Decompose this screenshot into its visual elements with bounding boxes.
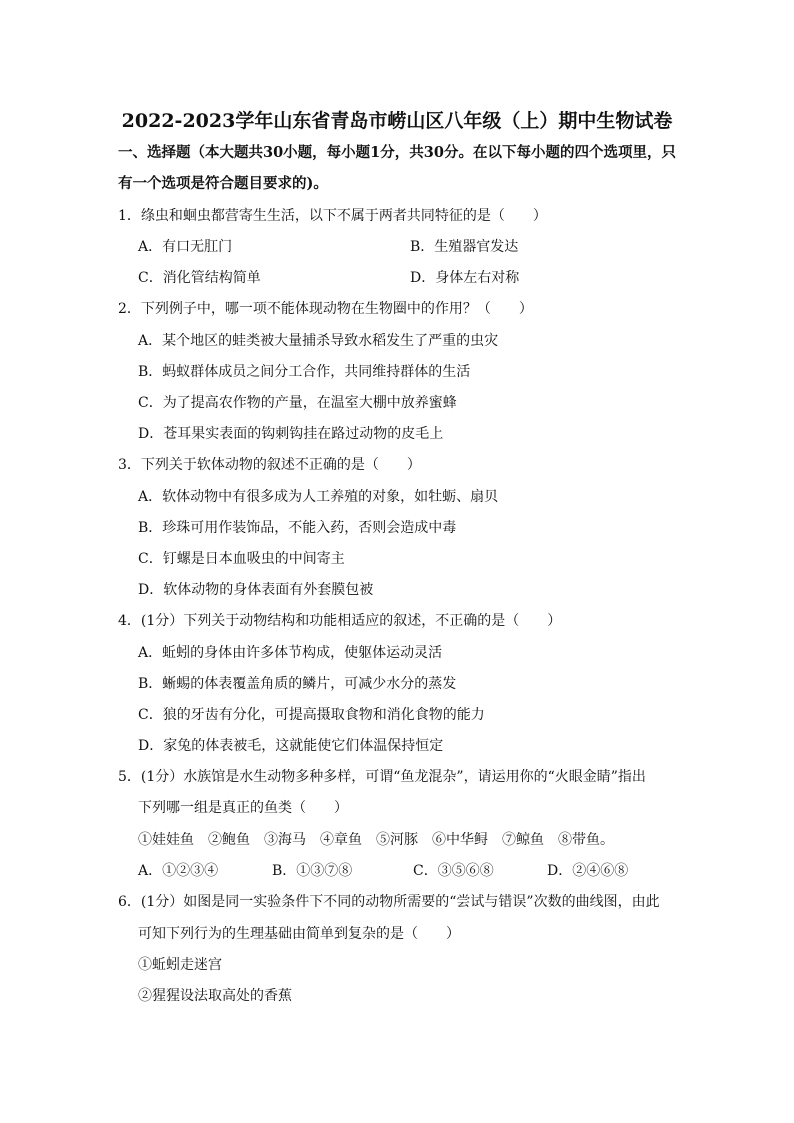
question-1-option-d: D．身体左右对称 [410, 270, 520, 286]
question-2-stem: 2．下列例子中，哪一项不能体现动物在生物圈中的作用？（ ） [118, 301, 533, 317]
question-2-option-d: D．苍耳果实表面的钩刺钩挂在路过动物的皮毛上 [138, 426, 444, 442]
question-1-option-b: B．生殖器官发达 [410, 239, 519, 255]
question-2-option-a: A．某个地区的蛙类被大量捕杀导致水稻发生了严重的虫灾 [138, 333, 499, 349]
question-4-stem: 4．(1分）下列关于动物结构和功能相适应的叙述，不正确的是（ ） [118, 613, 562, 629]
question-1-stem: 1．绦虫和蛔虫都营寄生生活，以下不属于两者共同特征的是（ ） [118, 208, 547, 224]
question-6-item-2: ②猩猩设法取高处的香蕉 [138, 988, 292, 1004]
exam-title: 2022-2023学年山东省青岛市崂山区八年级（上）期中生物试卷 [121, 110, 673, 132]
question-5-option-a: A．①②③④ [138, 863, 219, 879]
section-heading-line-1: 一、选择题（本大题共30小题，每小题1分，共30分。在以下每小题的四个选项里，只 [118, 144, 676, 161]
question-5-items: ①娃娃鱼 ②鲍鱼 ③海马 ④章鱼 ⑤河豚 ⑥中华鲟 ⑦鲸鱼 ⑧带鱼。 [138, 832, 614, 848]
question-3-option-b: B．珍珠可用作装饰品，不能入药，否则会造成中毒 [138, 520, 457, 536]
question-4-option-c: C．狼的牙齿有分化，可提高摄取食物和消化食物的能力 [138, 707, 485, 723]
question-3-option-d: D．软体动物的身体表面有外套膜包被 [138, 582, 374, 598]
question-6-stem-line-1: 6．(1分）如图是同一实验条件下不同的动物所需要的“尝试与错误”次数的曲线图，由此 [118, 894, 660, 910]
question-4-option-d: D．家兔的体表被毛，这就能使它们体温保持恒定 [138, 738, 444, 754]
question-3-option-a: A．软体动物中有很多成为人工养殖的对象，如牡蛎、扇贝 [138, 489, 499, 505]
question-5-stem-line-1: 5．(1分）水族馆是水生动物多种多样，可谓“鱼龙混杂”，请运用你的“火眼金睛”指出 [118, 769, 646, 785]
question-2-option-c: C．为了提高农作物的产量，在温室大棚中放养蜜蜂 [138, 395, 457, 411]
question-5-stem-line-2: 下列哪一组是真正的鱼类（ ） [138, 800, 348, 816]
question-5-option-c: C．③⑤⑥⑧ [413, 863, 494, 879]
section-heading-line-2: 有一个选项是符合题目要求的)。 [118, 175, 328, 192]
question-2-option-b: B．蚂蚁群体成员之间分工合作，共同维持群体的生活 [138, 364, 471, 380]
question-6-stem-line-2: 可知下列行为的生理基础由简单到复杂的是（ ） [138, 926, 460, 942]
question-4-option-b: B．蜥蜴的体表覆盖角质的鳞片，可减少水分的蒸发 [138, 676, 457, 692]
question-4-option-a: A．蚯蚓的身体由许多体节构成，使躯体运动灵活 [138, 645, 443, 661]
question-5-option-d: D．②④⑥⑧ [547, 863, 629, 879]
question-1-option-c: C．消化管结构简单 [138, 270, 261, 286]
question-1-option-a: A．有口无肛门 [138, 239, 233, 255]
question-3-stem: 3．下列关于软体动物的叙述不正确的是（ ） [118, 457, 421, 473]
question-3-option-c: C．钉螺是日本血吸虫的中间寄主 [138, 551, 345, 567]
section-heading [118, 137, 683, 199]
question-5-option-b: B．①③⑦⑧ [272, 863, 353, 879]
question-6-item-1: ①蚯蚓走迷宫 [138, 957, 222, 973]
